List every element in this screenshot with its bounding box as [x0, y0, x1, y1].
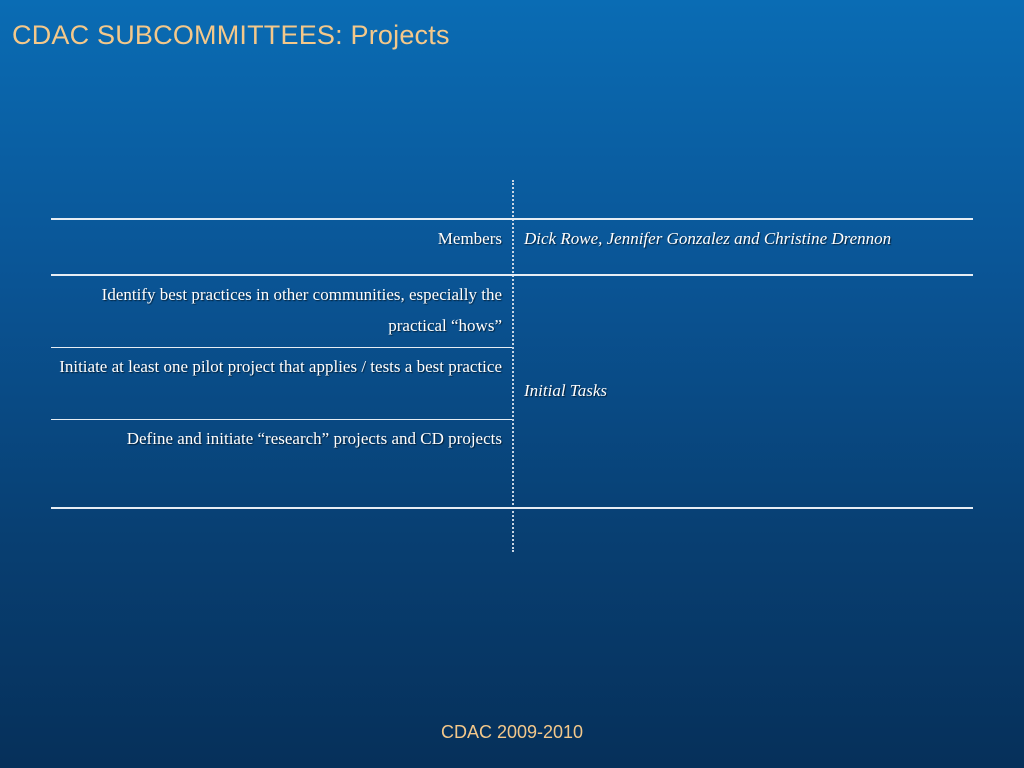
table-rule-members: [51, 274, 973, 276]
members-value: Dick Rowe, Jennifer Gonzalez and Christine Drennon: [524, 229, 892, 248]
column-divider: [512, 180, 514, 552]
slide-footer: CDAC 2009-2010: [440, 722, 584, 742]
slide-title: CDAC SUBCOMMITTEES: Projects: [12, 20, 450, 50]
task-item-3: Define and initiate “research” projects and CD projects: [126, 429, 502, 448]
members-label: Members: [437, 229, 502, 248]
tasks-label: Initial Tasks: [524, 381, 607, 400]
task-item-2: Initiate at least one pilot project that applies / tests a best practice: [59, 357, 502, 376]
task-item-1: Identify best practices in other communities, especially the practical “hows”: [101, 285, 502, 335]
subcommittee-table: [51, 180, 973, 552]
table-rule-top: [51, 218, 973, 220]
task-divider-2: [51, 419, 512, 420]
table-rule-bottom: [51, 507, 973, 509]
task-divider-1: [51, 347, 512, 348]
